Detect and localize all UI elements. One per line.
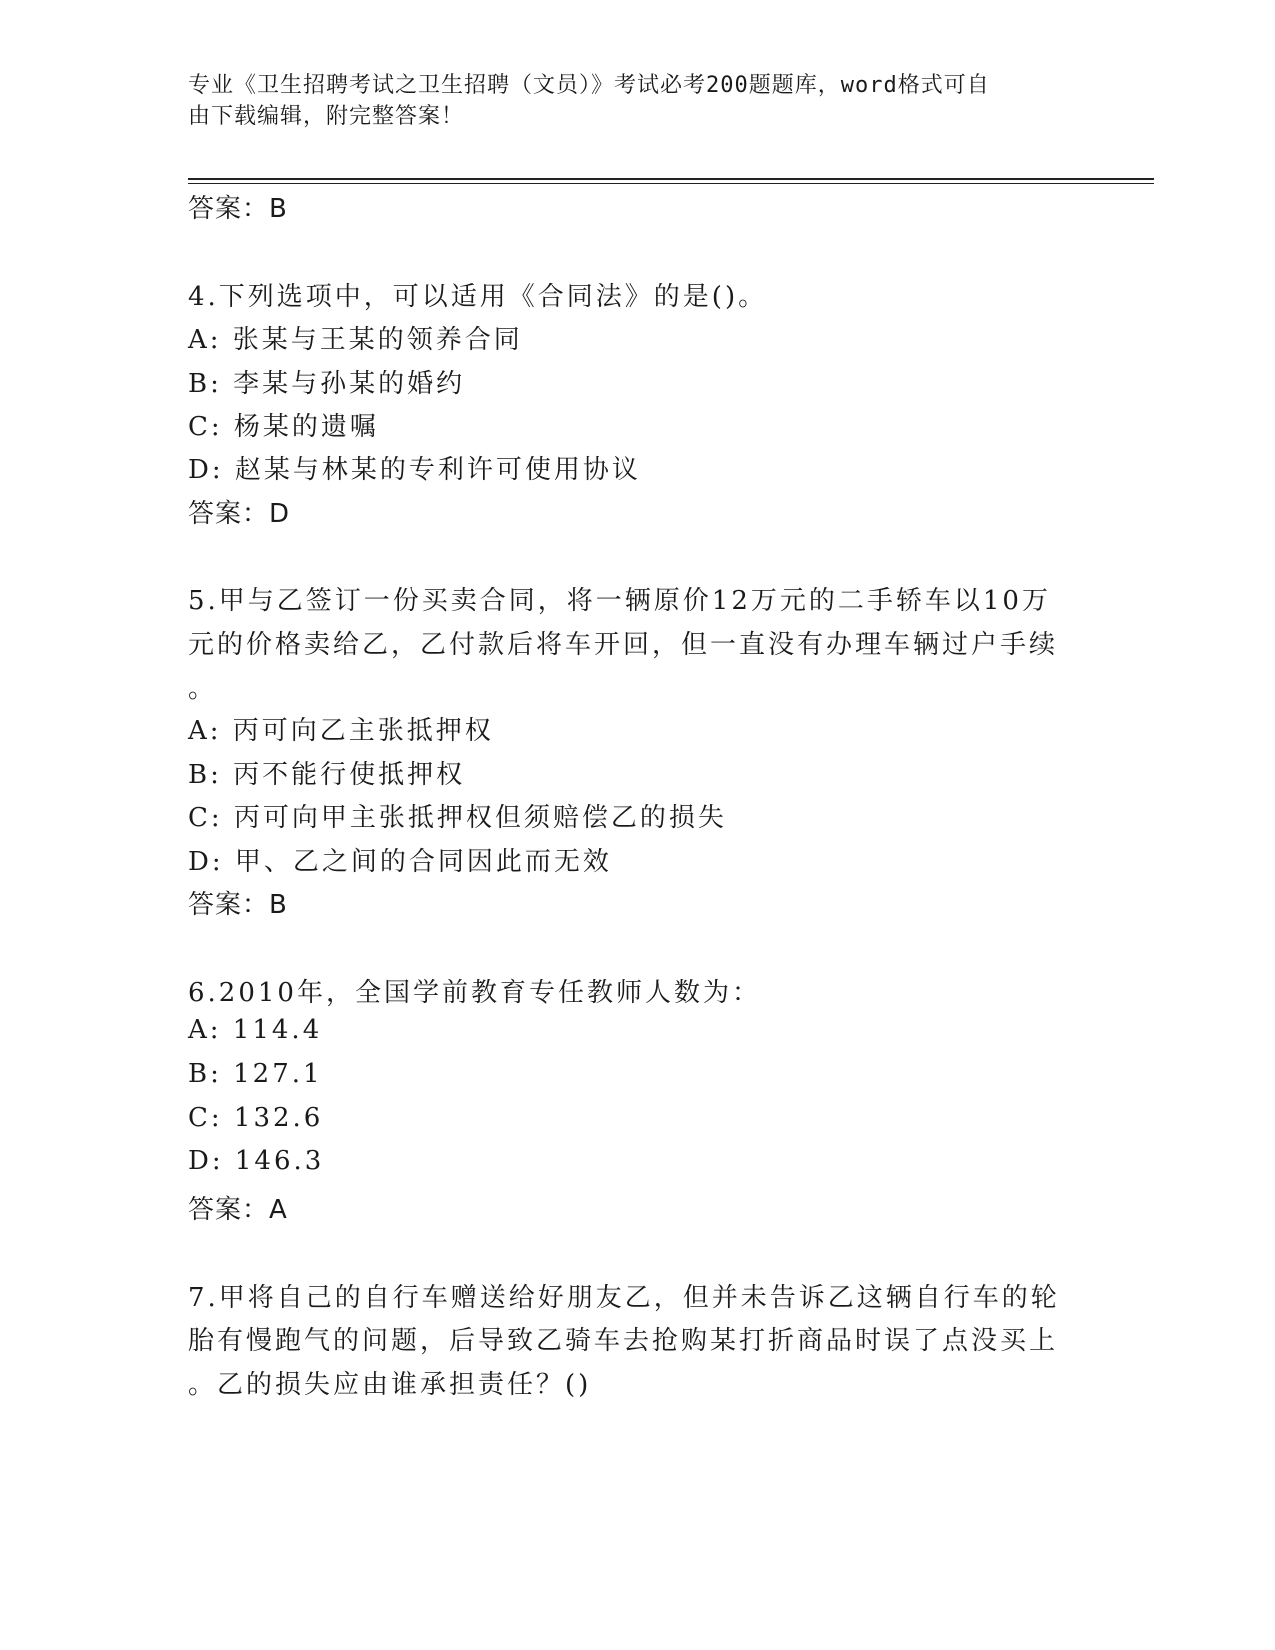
question-5-option-a: A: 丙可向乙主张抵押权 — [188, 716, 494, 746]
question-4-option-d: D: 赵某与林某的专利许可使用协议 — [188, 455, 641, 485]
question-7-stem-line-3: 。乙的损失应由谁承担责任？() — [188, 1370, 592, 1400]
question-4-option-a: A: 张某与王某的领养合同 — [188, 325, 523, 355]
question-5-stem-line-1: 5.甲与乙签订一份买卖合同，将一辆原价12万元的二手轿车以10万 — [188, 586, 1051, 616]
answer-3: 答案：B — [188, 194, 288, 224]
answer-5: 答案：B — [188, 890, 288, 920]
question-6-option-c: C: 132.6 — [188, 1103, 324, 1133]
question-5-option-b: B: 丙不能行使抵押权 — [188, 760, 466, 790]
question-6-option-b: B: 127.1 — [188, 1059, 323, 1089]
answer-4: 答案：D — [188, 499, 291, 529]
question-6-option-d: D: 146.3 — [188, 1146, 325, 1176]
question-4-stem: 4.下列选项中，可以适用《合同法》的是()。 — [188, 282, 768, 312]
question-6-stem: 6.2010年，全国学前教育专任教师人数为： — [188, 978, 761, 1008]
header-divider-thick — [188, 178, 1154, 180]
header-divider-thin — [188, 183, 1154, 184]
question-4-option-b: B: 李某与孙某的婚约 — [188, 369, 466, 399]
header-line-1: 专业《卫生招聘考试之卫生招聘（文员）》考试必考200题题库，word格式可自 — [188, 73, 990, 98]
question-7-stem-line-1: 7.甲将自己的自行车赠送给好朋友乙，但并未告诉乙这辆自行车的轮 — [188, 1283, 1060, 1313]
answer-6: 答案：A — [188, 1195, 288, 1225]
question-5-option-c: C: 丙可向甲主张抵押权但须赔偿乙的损失 — [188, 803, 727, 833]
question-6-option-a: A: 114.4 — [188, 1015, 323, 1045]
document-header — [188, 70, 1068, 132]
question-7-stem-line-2: 胎有慢跑气的问题，后导致乙骑车去抢购某打折商品时误了点没买上 — [188, 1326, 1059, 1356]
question-5-stem-line-2: 元的价格卖给乙，乙付款后将车开回，但一直没有办理车辆过户手续 — [188, 630, 1059, 660]
header-line-2: 由下载编辑，附完整答案！ — [188, 104, 465, 129]
question-4-option-c: C: 杨某的遗嘱 — [188, 412, 379, 442]
question-5-stem-line-3: 。 — [188, 674, 218, 704]
question-5-option-d: D: 甲、乙之间的合同因此而无效 — [188, 847, 612, 877]
